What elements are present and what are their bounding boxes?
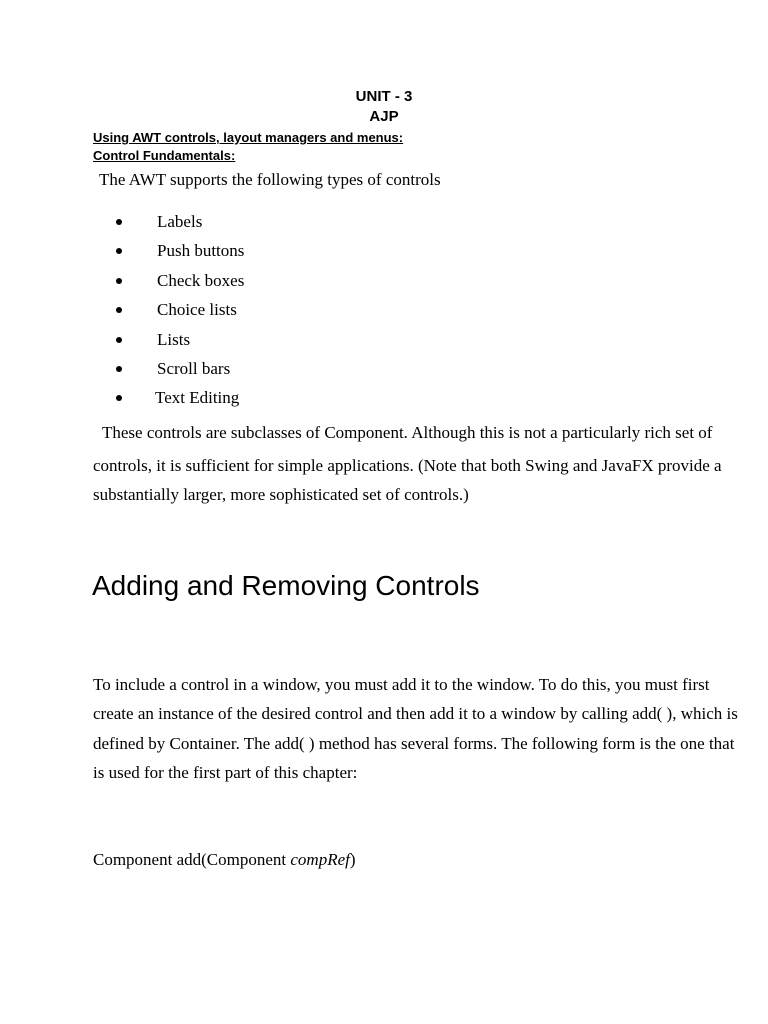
list-item — [0, 211, 400, 233]
signature-param: compRef — [290, 850, 350, 869]
bullet-icon — [116, 278, 122, 284]
list-item — [0, 299, 400, 321]
unit-title: UNIT - 3 — [355, 88, 413, 105]
list-item-label: Push buttons — [157, 241, 245, 260]
paragraph-line: substantially larger, more sophisticated set of controls.) — [93, 485, 469, 504]
topic-subheading: Using AWT controls, layout managers and menus: — [93, 130, 404, 145]
paragraph-line: is used for the first part of this chapter: — [93, 763, 358, 782]
bullet-icon — [116, 337, 122, 343]
bullet-icon — [116, 219, 122, 225]
paragraph-line: defined by Container. The add( ) method has several forms. The following form is the one that — [93, 734, 735, 753]
section-heading: Adding and Removing Controls — [92, 570, 480, 601]
bullet-icon — [116, 248, 122, 254]
list-item-label: Choice lists — [157, 300, 237, 319]
paragraph-line: To include a control in a window, you must add it to the window. To do this, you must first — [93, 675, 710, 694]
bullet-icon — [116, 307, 122, 313]
signature-suffix: ) — [349, 850, 356, 869]
list-item-label: Labels — [157, 212, 203, 231]
list-item — [0, 358, 400, 380]
list-item-label: Lists — [157, 330, 191, 349]
method-signature — [93, 849, 356, 871]
signature-prefix: Component add(Component — [93, 850, 291, 869]
paragraph-line: controls, it is sufficient for simple applications. (Note that both Swing and JavaFX provide a — [93, 456, 722, 475]
list-item — [0, 387, 400, 409]
list-item — [0, 329, 400, 351]
bullet-icon — [116, 395, 122, 401]
list-item — [0, 240, 400, 262]
list-item-label: Scroll bars — [157, 359, 231, 378]
subject-title: AJP — [369, 108, 399, 125]
paragraph-line: These controls are subclasses of Component. Although this is not a particularly rich set of — [102, 423, 713, 442]
section-subheading: Control Fundamentals: — [93, 148, 236, 163]
list-item-label: Check boxes — [157, 271, 245, 290]
intro-text: The AWT supports the following types of controls — [99, 170, 441, 189]
paragraph-line: create an instance of the desired control and then add it to a window by calling add( ), which is — [93, 704, 738, 723]
list-item — [0, 270, 400, 292]
list-item-label: Text Editing — [155, 388, 240, 407]
bullet-icon — [116, 366, 122, 372]
